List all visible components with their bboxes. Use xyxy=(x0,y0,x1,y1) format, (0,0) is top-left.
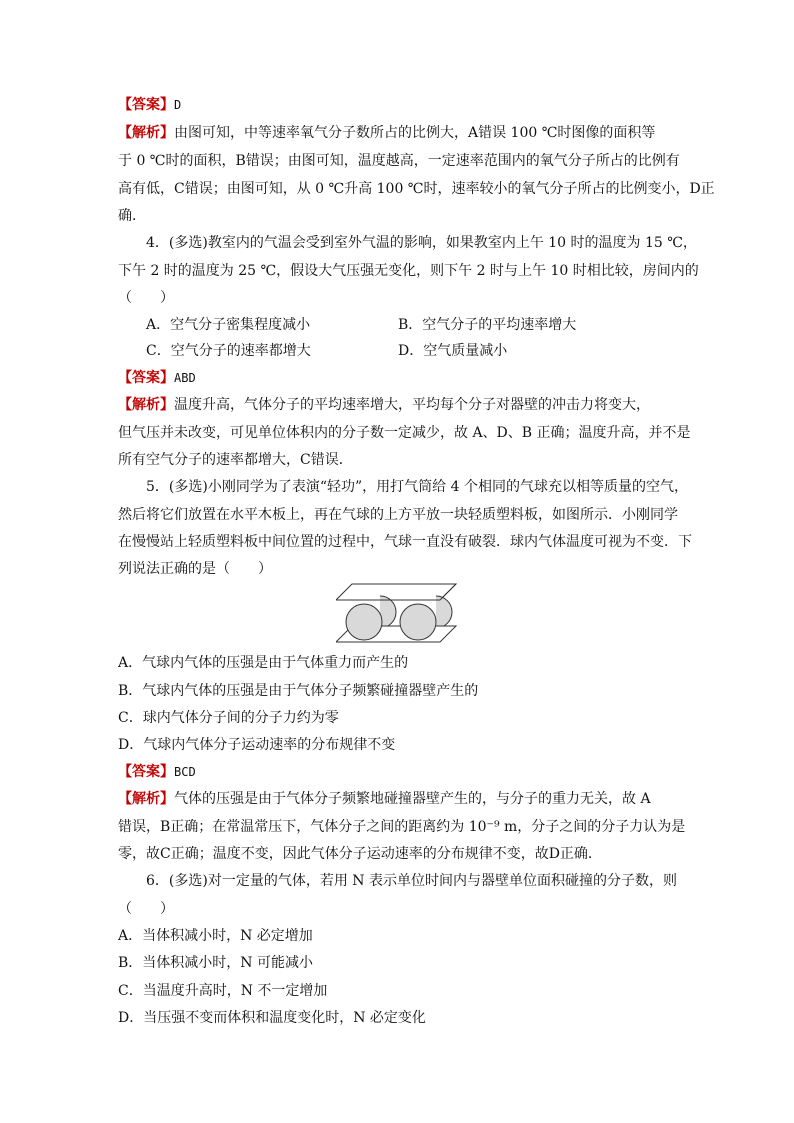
analysis-tag: 【解析】 xyxy=(118,791,174,807)
q4-stem-line-3: （ ） xyxy=(118,290,174,306)
q4-analysis-line-3: 所有空气分子的速率都增大，C错误． xyxy=(118,452,353,468)
balloon-front-right xyxy=(400,604,436,640)
q5-analysis-line-1: 【解析】气体的压强是由于气体分子频繁地碰撞器壁产生的，与分子的重力无关，故 A xyxy=(118,791,651,807)
analysis-tag: 【解析】 xyxy=(118,397,174,413)
q4-option-b: B．空气分子的平均速率增大 xyxy=(398,317,577,333)
q6-option-b: B．当体积减小时，N 可能减小 xyxy=(118,955,313,971)
answer-tag: 【答案】 xyxy=(118,370,174,386)
q5-option-a: A．气球内气体的压强是由于气体重力而产生的 xyxy=(118,655,409,671)
q4-option-a: A．空气分子密集程度减小 xyxy=(146,317,311,333)
q3-answer-line xyxy=(118,96,678,114)
q5-stem-line-4: 列说法正确的是（ ） xyxy=(118,561,272,577)
balloons-between-plates-figure xyxy=(336,582,458,644)
q4-stem-line-2: 下午 2 时的温度为 25 ℃，假设大气压强无变化，则下午 2 时与上午 10 时相比较，房间内的 xyxy=(118,263,699,279)
q4-analysis-line-2: 但气压并未改变，可见单位体积内的分子数一定减少，故 A、D、B 正确；温度升高，并不是 xyxy=(118,425,691,441)
q6-option-a: A．当体积减小时，N 必定增加 xyxy=(118,928,313,944)
q3-analysis-line-2: 于 0 ℃时的面积，B错误；由图可知，温度越高，一定速率范围内的氧气分子所占的比例有 xyxy=(118,153,680,169)
q4-answer: ABD xyxy=(174,371,196,385)
q5-option-d: D．气球内气体分子运动速率的分布规律不变 xyxy=(118,737,396,753)
q5-stem-line-1: 5．(多选)小刚同学为了表演“轻功”，用打气筒给 4 个相同的气球充以相等质量的空气， xyxy=(146,479,688,495)
q5-answer: BCD xyxy=(174,765,196,779)
answer-tag: 【答案】 xyxy=(118,97,174,113)
q5-option-c: C．球内气体分子间的分子力约为零 xyxy=(118,710,339,726)
q3-analysis-line-3: 高有低，C错误；由图可知，从 0 ℃升高 100 ℃时，速率较小的氧气分子所占的比例变小，D正 xyxy=(118,181,715,197)
q4-option-d: D．空气质量减小 xyxy=(398,343,508,359)
q3-analysis-line-4: 确． xyxy=(118,208,146,224)
q6-option-c: C．当温度升高时，N 不一定增加 xyxy=(118,983,328,999)
q6-stem-line-1: 6．(多选)对一定量的气体，若用 N 表示单位时间内与器壁单位面积碰撞的分子数，则 xyxy=(146,873,677,889)
q4-analysis-line-1: 【解析】温度升高，气体分子的平均速率增大，平均每个分子对器壁的冲击力将变大， xyxy=(118,397,650,413)
q5-stem-line-3: 在慢慢站上轻质塑料板中间位置的过程中，气球一直没有破裂．球内气体温度可视为不变．下 xyxy=(118,534,692,550)
q5-stem-line-2: 然后将它们放置在水平木板上，再在气球的上方平放一块轻质塑料板，如图所示．小刚同学 xyxy=(118,507,678,523)
balloon-back-right xyxy=(436,596,452,628)
q4-answer-line xyxy=(118,369,678,387)
answer-tag: 【答案】 xyxy=(118,764,174,780)
balloon-front-left xyxy=(346,604,382,640)
q5-answer-line xyxy=(118,763,678,781)
q6-option-d: D．当压强不变而体积和温度变化时，N 必定变化 xyxy=(118,1010,426,1026)
q3-answer: D xyxy=(174,98,182,112)
q4-option-c: C．空气分子的速率都增大 xyxy=(146,343,311,359)
q6-stem-line-2: （ ） xyxy=(118,901,174,917)
q3-analysis-line-1: 【解析】由图可知，中等速率氧气分子数所占的比例大，A错误 100 ℃时图像的面积等 xyxy=(118,125,656,141)
q5-analysis-line-2: 错误，B正确；在常温常压下，气体分子之间的距离约为 10⁻⁹ m，分子之间的分子力认为是 xyxy=(118,819,686,835)
analysis-tag: 【解析】 xyxy=(118,125,174,141)
q5-analysis-line-3: 零，故C正确；温度不变，因此气体分子运动速率的分布规律不变，故D正确． xyxy=(118,846,602,862)
q5-option-b: B．气球内气体的压强是由于气体分子频繁碰撞器壁产生的 xyxy=(118,683,479,699)
q4-stem-line-1: 4．(多选)教室内的气温会受到室外气温的影响，如果教室内上午 10 时的温度为 15 ℃， xyxy=(146,235,697,251)
